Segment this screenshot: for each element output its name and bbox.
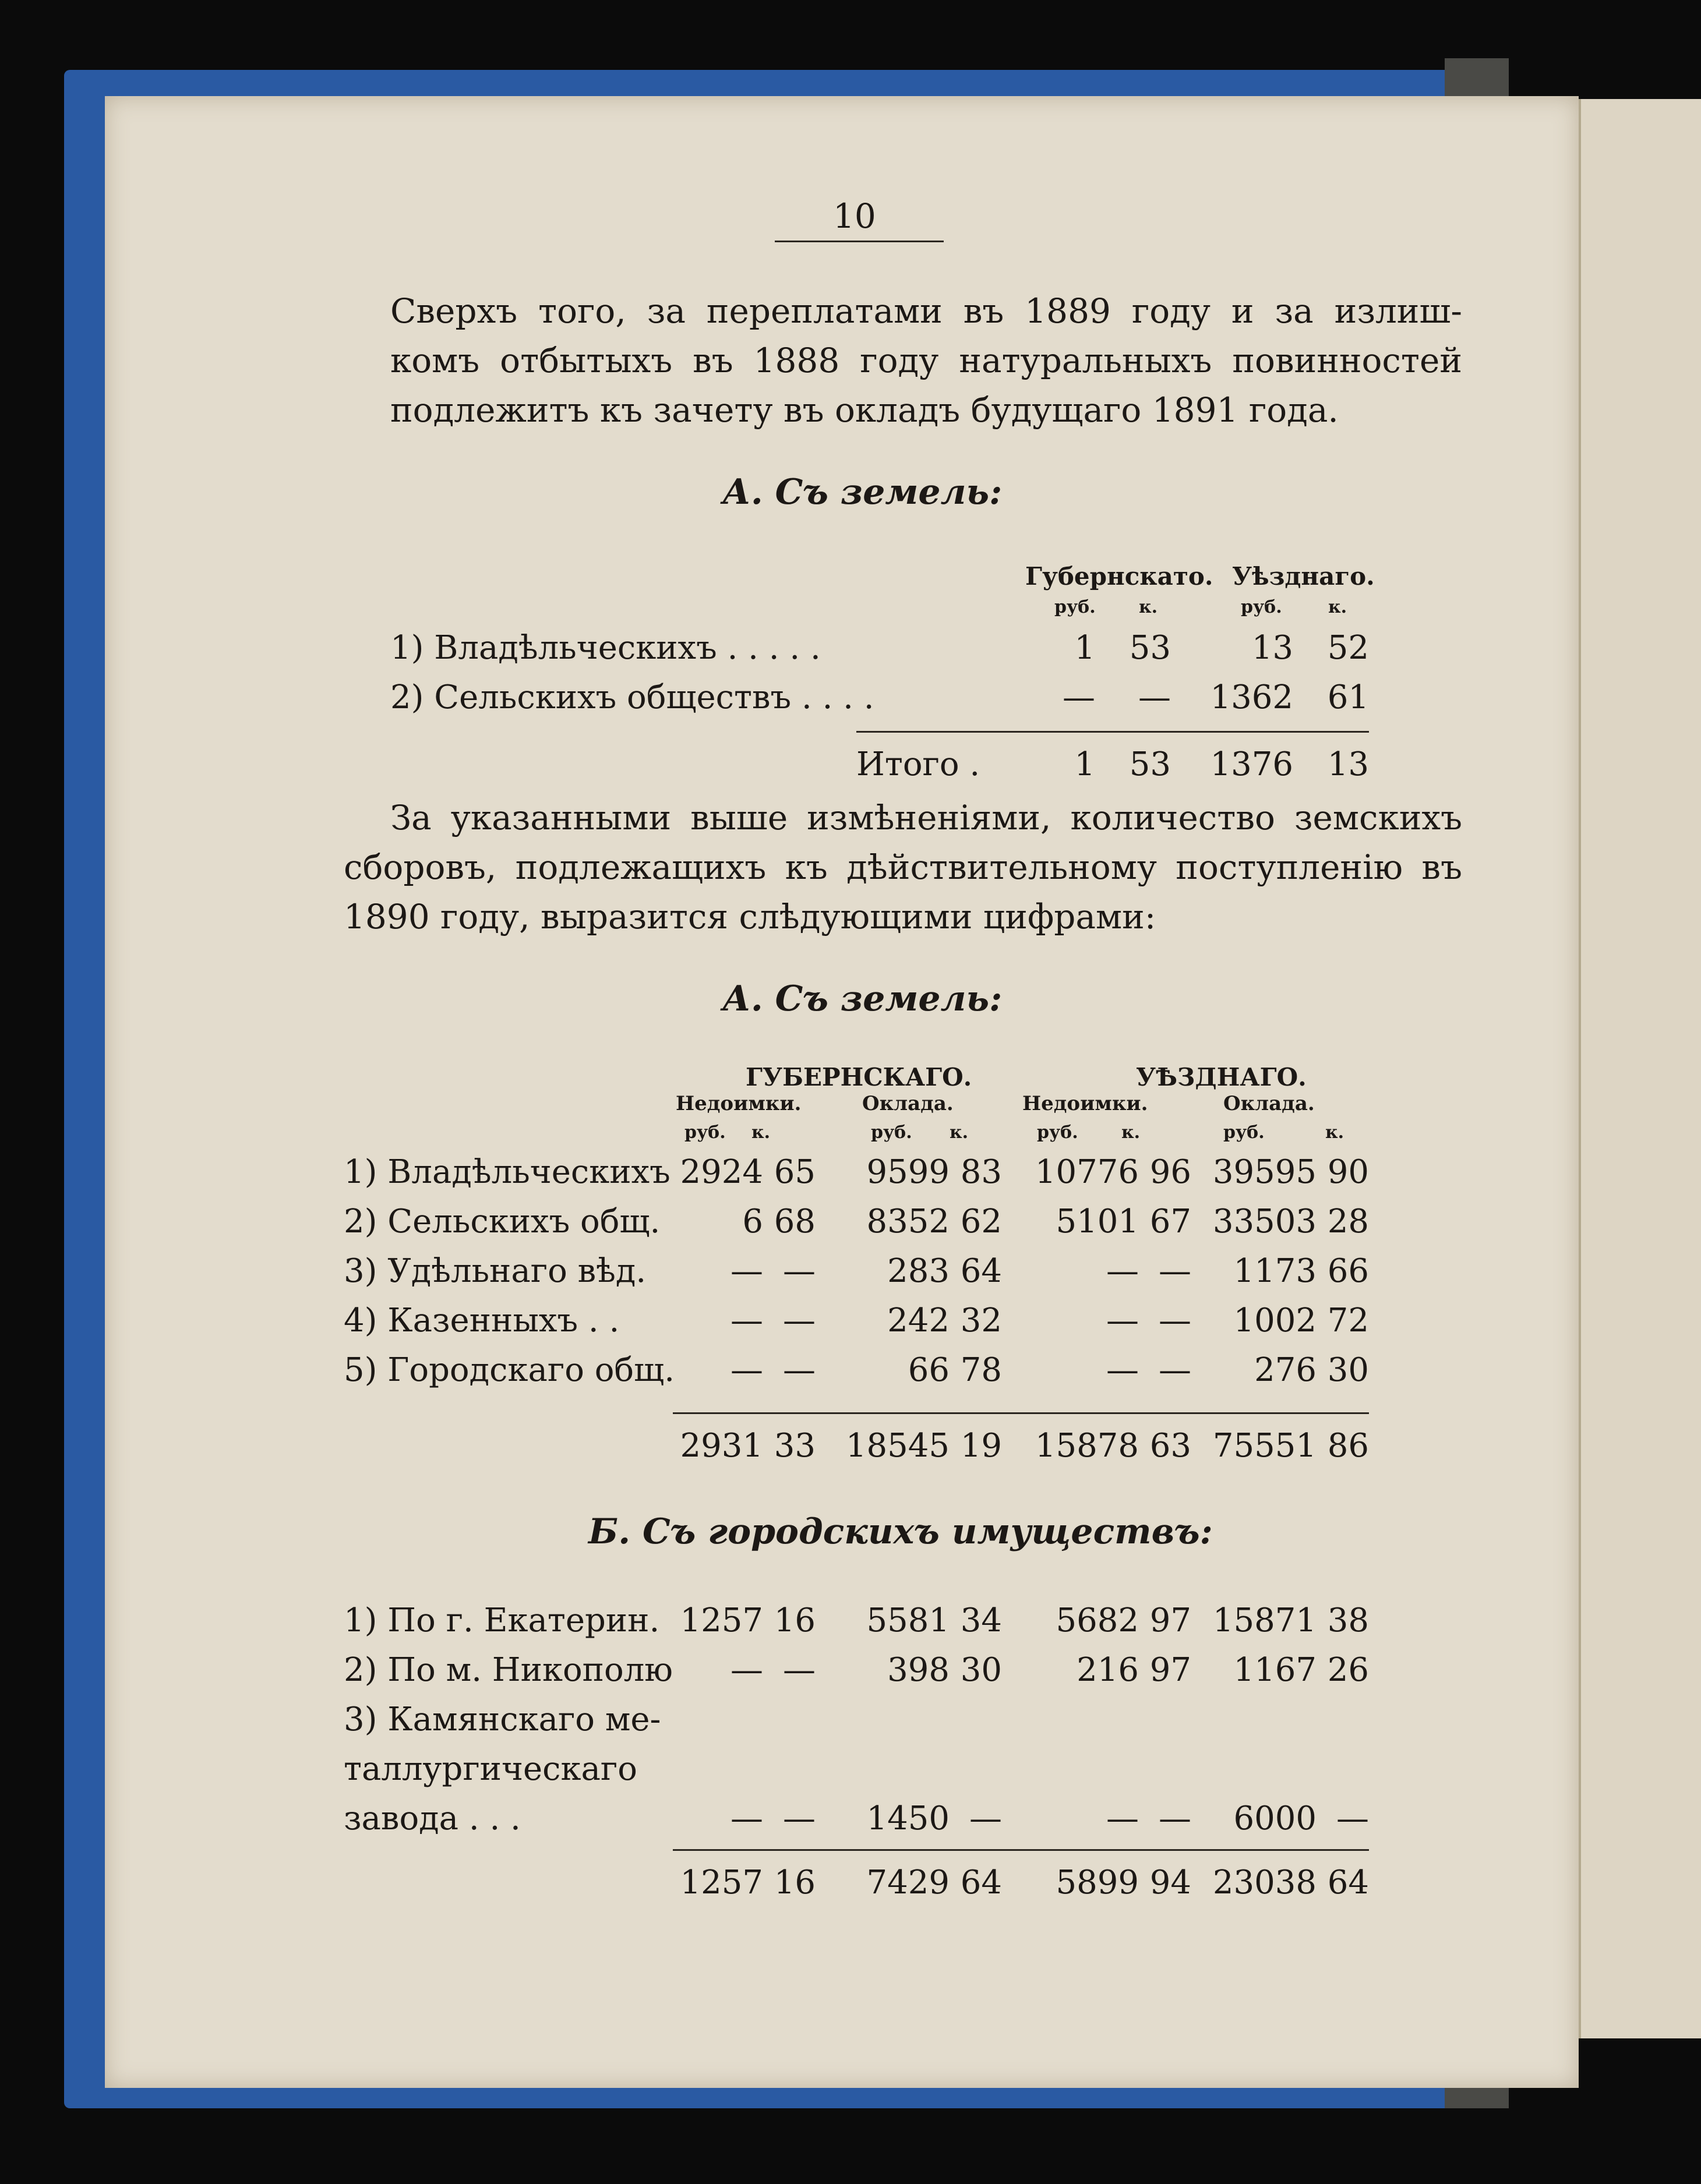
a2-sub-k2: к. [950, 1122, 969, 1143]
a2-row-1-v5: 10776 [1035, 1153, 1139, 1191]
a2-row-3-v7: 1173 [1233, 1252, 1317, 1290]
a2-total-v6: 63 [1149, 1427, 1191, 1465]
a1-row-1-v2: 53 [1129, 629, 1171, 667]
a1-row-2-v3: 1362 [1210, 678, 1293, 716]
a2-total-rule [673, 1412, 1369, 1414]
a2-total-v4: 19 [960, 1427, 1002, 1465]
b-row-1-v7: 15871 [1212, 1602, 1317, 1639]
a2-row-4-v1: — [730, 1302, 763, 1340]
b-total-v1: 1257 [680, 1864, 763, 1902]
a1-row-2-v4: 61 [1327, 678, 1369, 716]
a2-row-4-v8: 72 [1327, 1302, 1369, 1340]
section-a1-heading: А. Съ земель: [722, 472, 1003, 513]
a2-sub-k3: к. [1121, 1122, 1141, 1143]
a1-row-1-v3: 13 [1251, 629, 1293, 667]
a2-row-3-label: 3) Удѣльнаго вѣд. [344, 1252, 647, 1290]
b-row-3-v8: — [1336, 1800, 1369, 1837]
a2-row-4-label: 4) Казенныхъ . . [344, 1302, 620, 1340]
b-row-2-v8: 26 [1327, 1651, 1369, 1689]
a2-row-1-v1: 2924 [680, 1153, 763, 1191]
b-total-v2: 16 [774, 1864, 816, 1902]
a2-total-v3: 18545 [845, 1427, 950, 1465]
b-row-3-v7: 6000 [1233, 1800, 1317, 1837]
b-row-3-v4: — [969, 1800, 1002, 1837]
a2-row-5-v8: 30 [1327, 1351, 1369, 1389]
a1-row-2-v1: — [1063, 678, 1095, 716]
b-row-1-v1: 1257 [680, 1602, 763, 1639]
a1-total-rule [856, 731, 1369, 733]
a2-row-1-v8: 90 [1327, 1153, 1369, 1191]
b-row-1-v3: 5581 [866, 1602, 950, 1639]
a2-row-3-v4: 64 [960, 1252, 1002, 1290]
b-total-v4: 64 [960, 1864, 1002, 1902]
page-number: 10 [833, 196, 876, 236]
b-row-1-v5: 5682 [1056, 1602, 1139, 1639]
a2-row-4-v7: 1002 [1233, 1302, 1317, 1340]
a2-row-4-v4: 32 [960, 1302, 1002, 1340]
b-row-2-v4: 30 [960, 1651, 1002, 1689]
a2-sub-rub2: руб. [871, 1122, 912, 1143]
a1-total-v1: 1 [1074, 745, 1095, 783]
b-row-3-line-3: завода . . . [344, 1800, 521, 1837]
a2-row-5-v6: — [1159, 1351, 1191, 1389]
a1-sub-k2: к. [1328, 597, 1347, 617]
a2-sub-rub3: руб. [1037, 1122, 1078, 1143]
a2-row-5-v5: — [1106, 1351, 1139, 1389]
a2-row-2-v5: 5101 [1056, 1203, 1139, 1241]
facing-page-edge [1579, 99, 1701, 2038]
a1-sub-k1: к. [1139, 597, 1158, 617]
a1-total-v3: 1376 [1210, 745, 1293, 783]
a1-row-1-v1: 1 [1074, 629, 1095, 667]
middle-line-1: За указанными выше измѣненіями, количество земскихъ [390, 798, 1462, 837]
a2-gub-header: ГУБЕРНСКАГО. [746, 1063, 972, 1091]
b-row-3-v6: — [1159, 1800, 1191, 1837]
a2-total-v7: 75551 [1212, 1427, 1317, 1465]
a2-row-4-v2: — [783, 1302, 816, 1340]
b-row-2-v6: 97 [1149, 1651, 1191, 1689]
a2-nedoimki-1: Недоимки. [676, 1092, 802, 1115]
a1-sub-rub1: руб. [1054, 597, 1096, 617]
b-row-3-v3: 1450 [866, 1800, 950, 1837]
a2-row-1-v4: 83 [960, 1153, 1002, 1191]
a2-row-2-label: 2) Сельскихъ общ. [344, 1203, 661, 1241]
a2-row-3-v5: — [1106, 1252, 1139, 1290]
b-total-v7: 23038 [1212, 1864, 1317, 1902]
b-row-1-v8: 38 [1327, 1602, 1369, 1639]
b-row-3-v5: — [1106, 1800, 1139, 1837]
a2-sub-k1: к. [751, 1122, 771, 1143]
a2-row-1-v6: 96 [1149, 1153, 1191, 1191]
section-a2-heading: А. Съ земель: [722, 978, 1003, 1019]
b-row-3-line-1: 3) Камянскаго ме- [344, 1701, 661, 1738]
a2-total-v1: 2931 [680, 1427, 763, 1465]
b-row-3-line-2: таллургическаго [344, 1750, 637, 1788]
a1-row-2-label: 2) Сельскихъ обществъ . . . . [390, 678, 874, 716]
b-row-1-v2: 16 [774, 1602, 816, 1639]
b-total-v3: 7429 [866, 1864, 950, 1902]
b-total-v8: 64 [1327, 1864, 1369, 1902]
a1-row-2-v2: — [1138, 678, 1171, 716]
book-page [105, 96, 1579, 2088]
a2-row-2-v1: 6 [742, 1203, 763, 1241]
b-row-3-v1: — [730, 1800, 763, 1837]
a2-uezd-header: УѢЗДНАГО. [1136, 1063, 1307, 1091]
a1-sub-rub2: руб. [1241, 597, 1282, 617]
middle-line-2: сборовъ, подлежащихъ къ дѣйствительному поступленію въ [344, 847, 1462, 887]
a2-row-3-v8: 66 [1327, 1252, 1369, 1290]
a2-row-2-v2: 68 [774, 1203, 816, 1241]
b-total-v6: 94 [1149, 1864, 1191, 1902]
b-row-1-v4: 34 [960, 1602, 1002, 1639]
a2-row-5-v2: — [783, 1351, 816, 1389]
b-row-2-v5: 216 [1077, 1651, 1139, 1689]
a2-row-2-v4: 62 [960, 1203, 1002, 1241]
a2-total-v2: 33 [774, 1427, 816, 1465]
a2-row-1-v7: 39595 [1212, 1153, 1317, 1191]
page-number-rule [775, 241, 944, 242]
a2-row-5-v3: 66 [908, 1351, 950, 1389]
a2-row-2-v8: 28 [1327, 1203, 1369, 1241]
a1-row-1-v4: 52 [1327, 629, 1369, 667]
a2-row-1-label: 1) Владѣльческихъ [344, 1153, 670, 1191]
middle-line-3: 1890 году, выразится слѣдующими цифрами: [344, 897, 1156, 936]
b-total-rule [673, 1849, 1369, 1851]
b-row-2-v7: 1167 [1233, 1651, 1317, 1689]
a2-row-5-v1: — [730, 1351, 763, 1389]
b-row-2-v1: — [730, 1651, 763, 1689]
a1-total-v4: 13 [1327, 745, 1369, 783]
a2-row-2-v3: 8352 [866, 1203, 950, 1241]
a2-total-v5: 15878 [1035, 1427, 1139, 1465]
a2-oklada-1: Оклада. [862, 1092, 954, 1115]
b-total-v5: 5899 [1056, 1864, 1139, 1902]
a1-total-v2: 53 [1129, 745, 1171, 783]
a1-total-label: Итого . [856, 745, 980, 783]
a2-row-3-v1: — [730, 1252, 763, 1290]
a2-nedoimki-2: Недоимки. [1022, 1092, 1148, 1115]
a1-col-uezd: Уѣзднаго. [1232, 562, 1375, 591]
a2-row-4-v3: 242 [887, 1302, 950, 1340]
b-row-3-v2: — [783, 1800, 816, 1837]
a2-oklada-2: Оклада. [1223, 1092, 1315, 1115]
a2-sub-rub1: руб. [684, 1122, 726, 1143]
a2-sub-k4: к. [1325, 1122, 1344, 1143]
section-b-heading: Б. Съ городскихъ имуществъ: [588, 1511, 1213, 1552]
a2-row-5-label: 5) Городскаго общ. [344, 1351, 675, 1389]
a2-row-3-v6: — [1159, 1252, 1191, 1290]
a2-row-3-v3: 283 [887, 1252, 950, 1290]
a2-row-1-v2: 65 [774, 1153, 816, 1191]
b-row-1-label: 1) По г. Екатерин. [344, 1602, 660, 1639]
a2-row-5-v4: 78 [960, 1351, 1002, 1389]
a1-row-1-label: 1) Владѣльческихъ . . . . . [390, 629, 821, 667]
a2-row-4-v6: — [1159, 1302, 1191, 1340]
a2-row-3-v2: — [783, 1252, 816, 1290]
b-row-1-v6: 97 [1149, 1602, 1191, 1639]
intro-line-2: комъ отбытыхъ въ 1888 году натуральныхъ повинностей [390, 341, 1462, 380]
a2-row-5-v7: 276 [1254, 1351, 1317, 1389]
a2-total-v8: 86 [1327, 1427, 1369, 1465]
intro-line-3: подлежитъ къ зачету въ окладъ будущаго 1891 года. [390, 390, 1339, 430]
a2-row-2-v7: 33503 [1212, 1203, 1317, 1241]
a1-col-gub: Губернскато. [1025, 562, 1213, 591]
b-row-2-v3: 398 [887, 1651, 950, 1689]
a2-row-1-v3: 9599 [866, 1153, 950, 1191]
b-row-2-v2: — [783, 1651, 816, 1689]
b-row-2-label: 2) По м. Никополю [344, 1651, 673, 1689]
a2-sub-rub4: руб. [1223, 1122, 1265, 1143]
intro-line-1: Сверхъ того, за переплатами въ 1889 году и за излиш- [390, 291, 1462, 331]
a2-row-4-v5: — [1106, 1302, 1139, 1340]
a2-row-2-v6: 67 [1149, 1203, 1191, 1241]
